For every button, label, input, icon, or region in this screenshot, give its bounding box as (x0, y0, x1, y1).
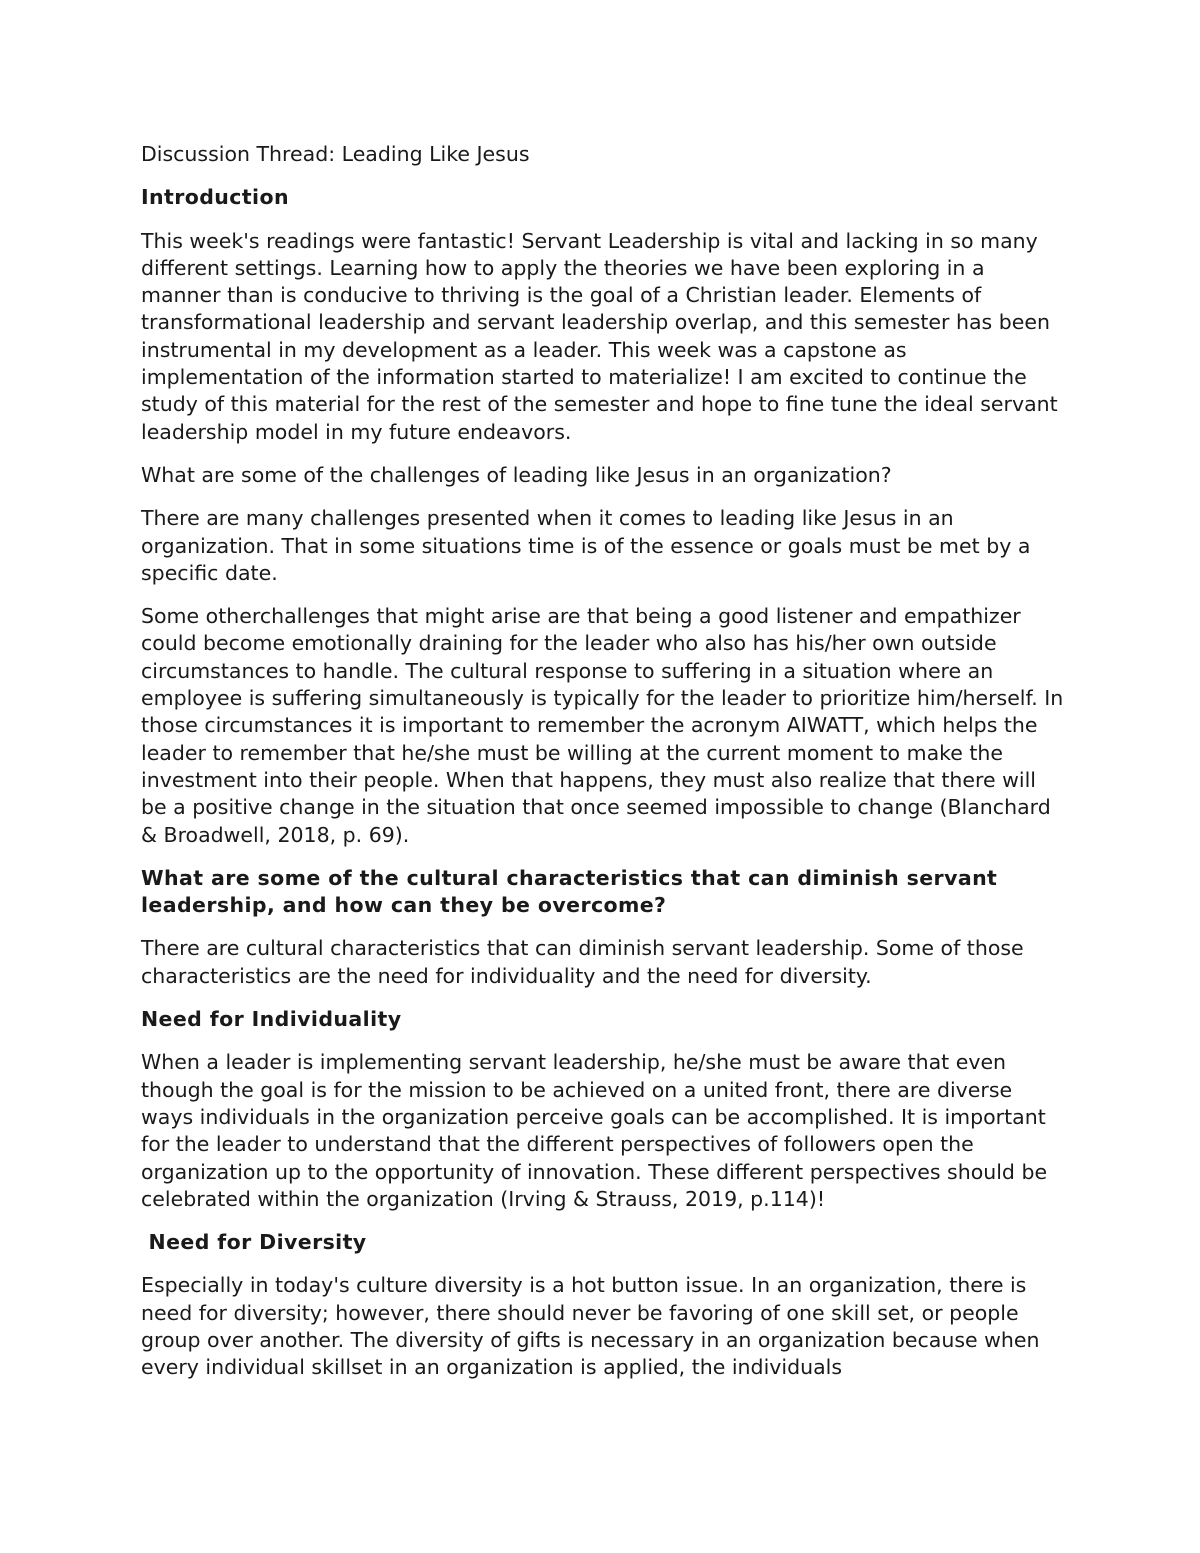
question-cultural-characteristics: What are some of the cultural characteristics that can diminish servant leadership, and how can they be overcome? (141, 865, 998, 918)
individuality-paragraph: When a leader is implementing servant leadership, he/she must be aware that even though the goal is for the mission to be achieved on a united front, there are diverse ways individuals in the organization perceive goals can be accomplished. It is important for the leader to understand that the different perspectives of followers open the organization up to the opportunity of innovation. These different perspectives should be celebrated within the organization (Irving & Strauss, 2019, p.114)! (141, 1050, 1048, 1211)
answer-challenges-paragraph-2: Some otherchallenges that might arise are that being a good listener and empathizer could become emotionally draining for the leader who also has his/her own outside circumstances to handle. The cultural response to suffering in a situation where an employee is suffering simultaneously is typically for the leader to prioritize him/herself. In those circumstances it is important to remember the acronym AIWATT, which helps the leader to remember that he/she must be willing at the current moment to make the investment into their people. When that happens, they must also realize that there will be a positive change in the situation that once seemed impossible to change (Blanchard & Broadwell, 2018, p. 69). (141, 604, 1064, 847)
document-body (141, 141, 1066, 1398)
introduction-paragraph: This week's readings were fantastic! Servant Leadership is vital and lacking in so many different settings. Learning how to apply the theories we have been exploring in a manner than is conducive to thriving is the goal of a Christian leader. Elements of transformational leadership and servant leadership overlap, and this semester has been instrumental in my development as a leader. This week was a capstone as implementation of the information started to materialize! I am excited to continue the study of this material for the rest of the semester and hope to fine tune the ideal servant leadership model in my future endeavors. (141, 228, 1058, 444)
diversity-paragraph: Especially in today's culture diversity is a hot button issue. In an organization, there is need for diversity; however, there should never be favoring of one skill set, or people group over another. The diversity of gifts is necessary in an organization because when every individual skillset in an organization is applied, the individuals (141, 1273, 1040, 1380)
document-title: Discussion Thread: Leading Like Jesus (141, 142, 530, 166)
diversity-heading: Need for Diversity (141, 1230, 367, 1255)
answer-cultural-paragraph: There are cultural characteristics that can diminish servant leadership. Some of those characteristics are the need for individuality and the need for diversity. (141, 936, 1024, 988)
individuality-heading: Need for Individuality (141, 1007, 402, 1032)
question-challenges: What are some of the challenges of leading like Jesus in an organization? (141, 462, 892, 487)
answer-challenges-paragraph-1: There are many challenges presented when it comes to leading like Jesus in an organization. That in some situations time is of the essence or goals must be met by a specific date. (141, 506, 1031, 585)
introduction-heading: Introduction (141, 185, 289, 210)
